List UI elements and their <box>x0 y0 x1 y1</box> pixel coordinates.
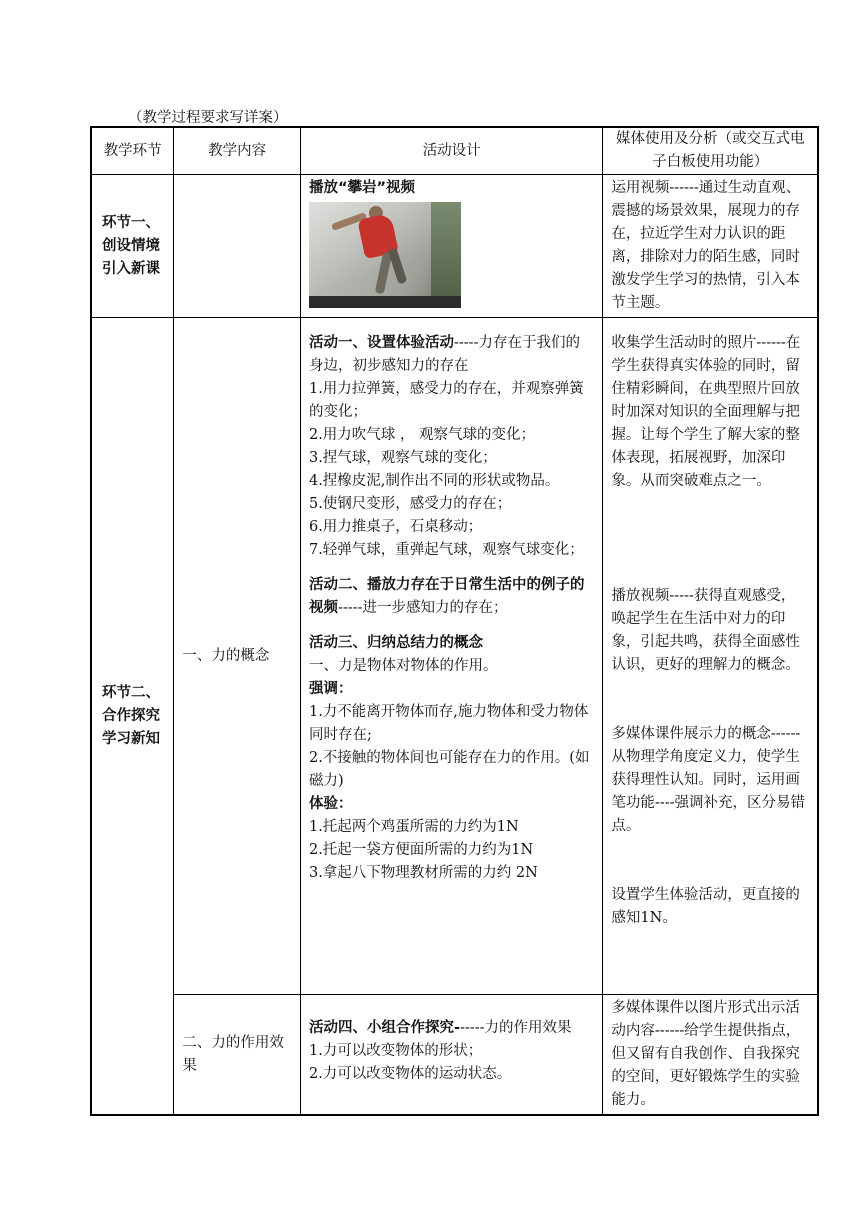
list-item: 1.托起两个鸡蛋所需的力约为1N <box>308 819 519 835</box>
content-cell: 一、力的概念 <box>174 318 301 995</box>
header-stage: 教学环节 <box>91 127 174 175</box>
media-note-experience: 设置学生体验活动，更直接的感知1N。 <box>611 887 800 926</box>
list-item: 2.托起一袋方便面所需的力约为1N <box>308 842 534 858</box>
table-row <box>91 318 818 995</box>
media-note-video: 播放视频-----获得直观感受，唤起学生在生活中对力的印象，引起共鸣，获得全面感性认识，更好的理解力的概念。 <box>611 588 800 673</box>
climbing-video-thumbnail[interactable] <box>309 202 461 308</box>
media-note-photos: 收集学生活动时的照片------在学生获得真实体验的同时，留住精彩瞬间，在典型照片回放时加深对知识的全面理解与把握。让每个学生了解大家的整体表现，拓展视野，加深印象。从而突破难点之一。 <box>611 335 801 489</box>
list-item: 3.拿起八下物理教材所需的力约 2N <box>308 865 538 881</box>
media-cell: 多媒体课件以图片形式出示活动内容------给学生提供指点，但又留有自我创作、自我探究的空间，更好锻炼学生的实验能力。 <box>603 995 818 1116</box>
list-item: 1.力可以改变物体的形状； <box>308 1043 483 1059</box>
stage-cell: 环节一、创设情境引入新课 <box>91 175 174 318</box>
content-cell <box>174 175 301 318</box>
header-activity: 活动设计 <box>300 127 602 175</box>
content-cell: 二、力的作用效果 <box>174 995 301 1116</box>
list-item: 2.不接触的物体间也可能存在力的作用。(如磁力) <box>308 750 590 789</box>
list-item: 2.用力吹气球 ， 观察气球的变化； <box>308 427 536 443</box>
table-row <box>91 175 818 318</box>
list-item: 4.捏橡皮泥,制作出不同的形状或物品。 <box>308 473 560 489</box>
table-header-row <box>91 127 818 175</box>
list-item: 7.轻弹气球，重弹起气球，观察气球变化； <box>308 542 584 558</box>
list-item: 1.用力拉弹簧，感受力的存在，并观察弹簧的变化； <box>308 381 584 420</box>
media-note-concept: 多媒体课件展示力的概念------从物理学角度定义力，使学生获得理性认知。同时，运用画笔功能----强调补充，区分易错点。 <box>611 726 806 834</box>
media-cell <box>603 318 818 995</box>
list-item: 3.捏气球，观察气球的变化； <box>308 450 497 466</box>
emphasis-title: 强调： <box>308 681 353 697</box>
activity-cell <box>300 318 602 995</box>
list-item: 6.用力推桌子，石桌移动； <box>308 519 483 535</box>
detailed-plan-note: （教学过程要求写详案） <box>128 110 288 126</box>
stage-cell: 环节二、合作探究学习新知 <box>91 318 174 1116</box>
activity-four: 活动四、小组合作探究------力的作用效果 <box>308 1020 572 1036</box>
media-cell: 运用视频------通过生动直观、震撼的场景效果，展现力的存在，拉近学生对力认识的距离，排除对力的陌生感，同时激发学生学习的热情，引入本节主题。 <box>603 175 818 318</box>
activity-cell <box>300 995 602 1116</box>
activity-two: 活动二、播放力存在于日常生活中的例子的视频-----进一步感知力的存在； <box>308 577 585 616</box>
teaching-process-table <box>90 126 819 1116</box>
list-item: 5.使钢尺变形，感受力的存在； <box>308 496 512 512</box>
table-row <box>91 995 818 1116</box>
activity-title: 播放“攀岩”视频 <box>308 180 416 196</box>
activity-three-title: 活动三、归纳总结力的概念 <box>308 635 483 651</box>
activity-one: 活动一、设置体验活动-----力存在于我们的身边，初步感知力的存在 <box>308 335 580 374</box>
activity-cell <box>300 175 602 318</box>
header-content: 教学内容 <box>174 127 301 175</box>
list-item: 1.力不能离开物体而存,施力物体和受力物体同时存在; <box>308 704 589 743</box>
experience-title: 体验： <box>308 796 353 812</box>
header-media: 媒体使用及分析（或交互式电子白板使用功能） <box>603 127 818 175</box>
force-definition: 一、力是物体对物体的作用。 <box>308 658 498 674</box>
list-item: 2.力可以改变物体的运动状态。 <box>308 1066 512 1082</box>
